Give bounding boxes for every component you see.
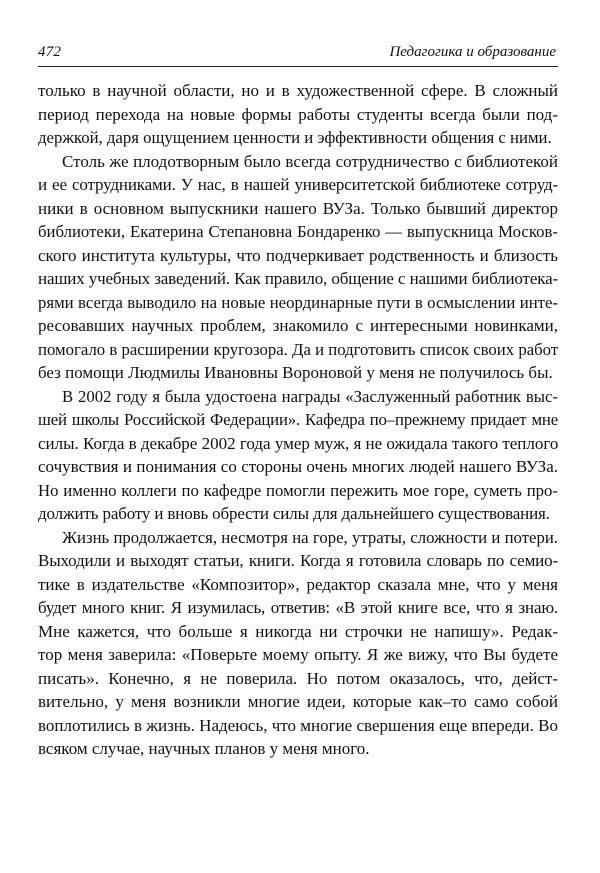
text-line: силы. Когда в декабре 2002 года умер муж, я не ожидала такого теплого: [38, 433, 559, 453]
text-line: будет много книг. Я изумилась, ответив: «В этой книге все, что я знаю.: [38, 598, 558, 617]
page-number: 472: [38, 44, 62, 60]
text-line: ники в основном выпускники нашего ВУЗа. Только бывший директор: [38, 198, 558, 218]
text-line: писать». Конечно, я не поверила. Но потом оказалось, что, дейст-: [38, 668, 558, 688]
text-line: шей школы Российской Федерации». Кафедра по–прежнему придает мне: [38, 410, 558, 429]
text-line: без помощи Людмилы Ивановны Вороновой у меня не получилось бы.: [38, 363, 553, 382]
text-line: и ее сотрудниками. У нас, в нашей университетской библиотеке сотруд-: [38, 175, 558, 194]
page-header: [38, 44, 558, 67]
text-line: Но именно коллеги по кафедре помогли пережить мое горе, суметь про-: [38, 480, 558, 500]
text-line: только в научной области, но и в художественной сфере. В сложный: [38, 81, 558, 100]
text-line: В 2002 году я была удостоена награды «Заслуженный работник выс-: [62, 386, 558, 406]
body-text: [38, 79, 558, 761]
paragraph-2: [38, 150, 558, 385]
text-line: Мне кажется, что больше я никогда ни строчки не напишу». Редак-: [38, 621, 558, 641]
text-line: помогало в расширении кругозора. Да и подготовить список своих работ: [38, 339, 559, 359]
paragraph-4: [38, 526, 558, 761]
text-line: воплотились в жизнь. Надеюсь, что многие свершения еще впереди. Во: [38, 715, 558, 735]
text-line: всяком случае, научных планов у меня много.: [38, 739, 370, 758]
text-line: библиотеки, Екатерина Степановна Бондаренко — выпускница Москов-: [38, 222, 558, 241]
text-line: должить работу и вновь обрести силы для дальнейшего существования.: [38, 504, 550, 523]
text-line: Выходили и выходят статьи, книги. Когда я готовила словарь по семио-: [38, 551, 558, 570]
running-title: Педагогика и образование: [389, 44, 556, 60]
text-line: ского института культуры, что подчеркивает родственность и близость: [38, 245, 558, 265]
text-line: тор меня заверила: «Поверьте моему опыту. Я же вижу, что Вы будете: [38, 645, 558, 664]
text-line: Столь же плодотворным было всегда сотрудничество с библиотекой: [62, 151, 558, 171]
text-line: период перехода на новые формы работы студенты всегда были под-: [38, 104, 558, 124]
text-line: держкой, даря ощущением ценности и эффективности общения с ними.: [38, 128, 552, 147]
text-line: наших учебных заведений. Как правило, общение с нашими библиотека-: [38, 269, 558, 288]
text-line: вительно, у меня возникли многие идеи, которые как–то само собой: [38, 692, 558, 711]
text-line: Жизнь продолжается, несмотря на горе, утраты, сложности и потери.: [62, 527, 558, 547]
text-line: тике в издательстве «Композитор», редактор сказала мне, что у меня: [38, 574, 558, 594]
paragraph-1: [38, 79, 558, 150]
paragraph-3: [38, 385, 558, 526]
text-line: рями всегда выводило на новые неординарные пути в осмыслении инте-: [38, 292, 558, 312]
text-line: сочувствия и понимания со стороны очень многих людей нашего ВУЗа.: [38, 457, 558, 476]
text-line: ресовавших научных проблем, знакомило с интересными новинками,: [38, 316, 558, 335]
